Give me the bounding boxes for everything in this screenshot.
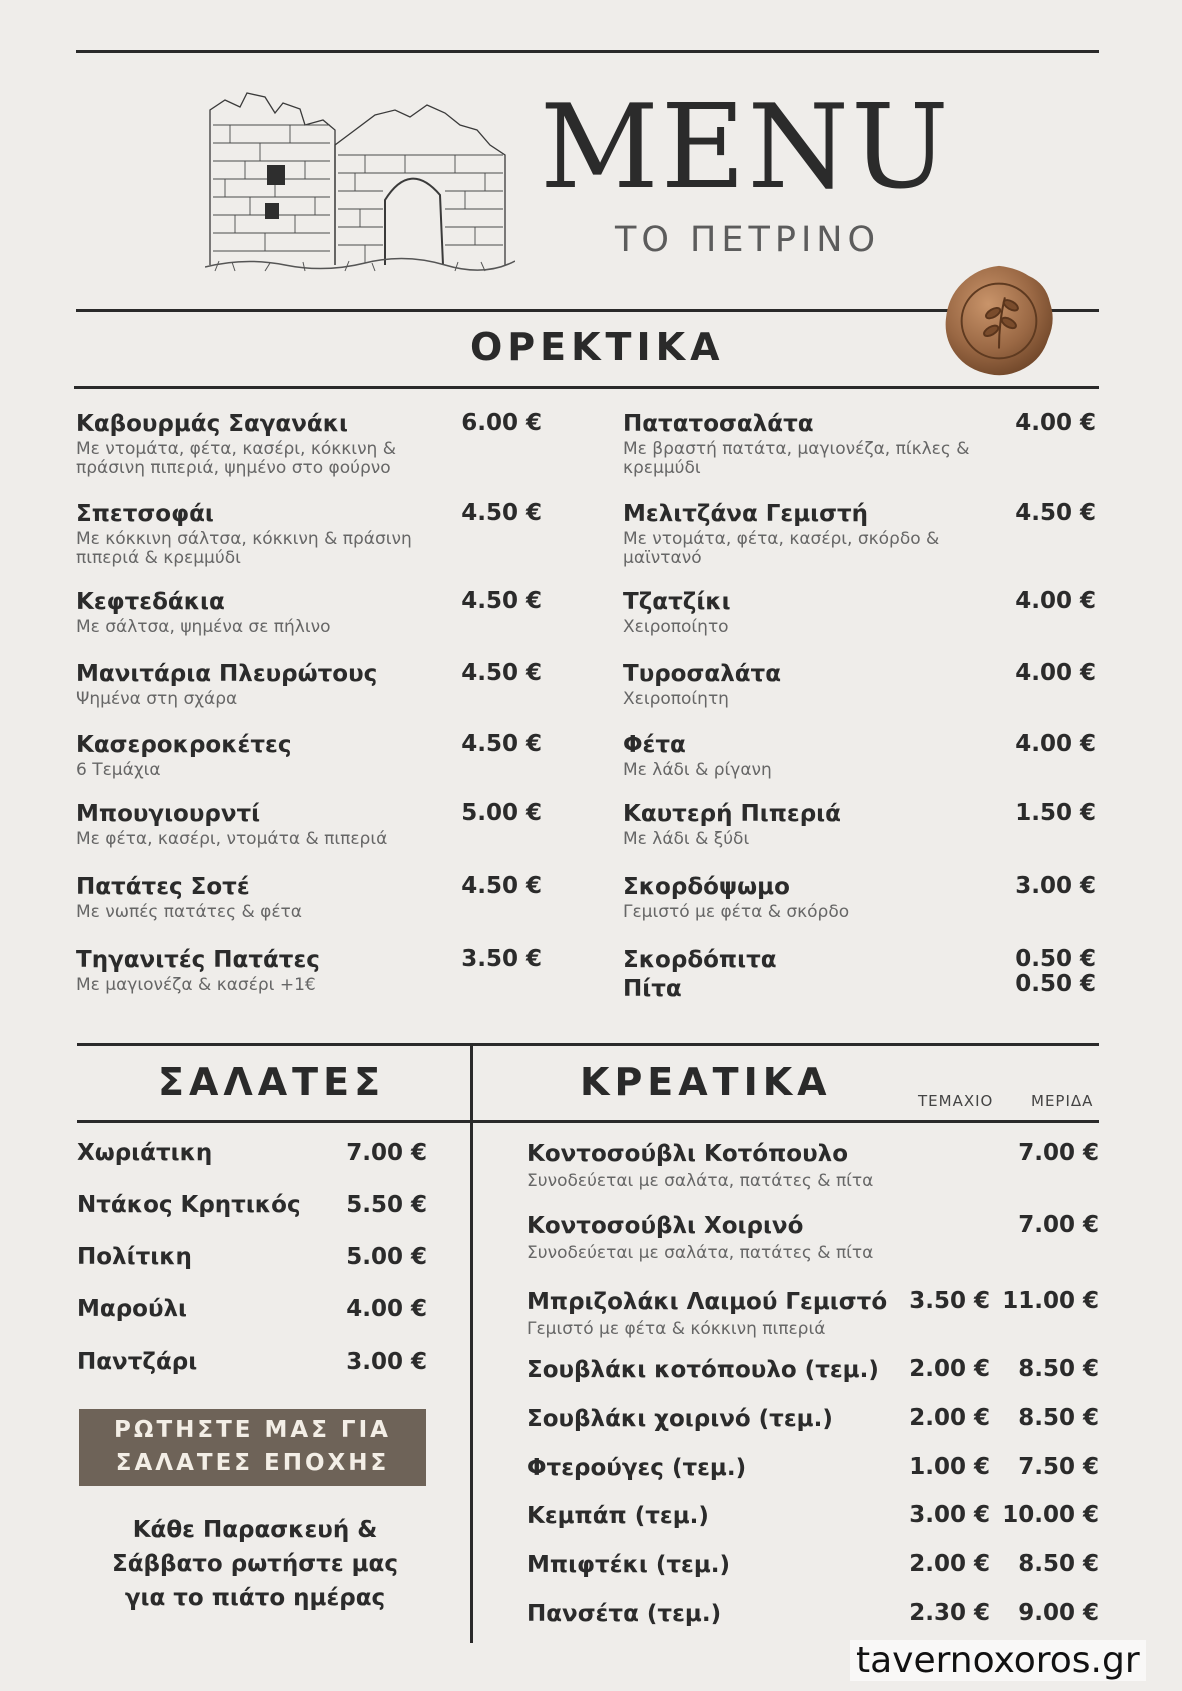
salad-price: 3.00 € <box>346 1349 427 1375</box>
dish-of-the-day-note: Κάθε Παρασκευή & Σάββατο ρωτήστε μας για το πιάτο ημέρας <box>112 1517 398 1611</box>
appetizer-item <box>76 500 436 568</box>
appetizer-item <box>623 975 983 1003</box>
meat-name: Σουβλάκι χοιρινό (τεμ.) <box>527 1406 833 1432</box>
salad-name: Ντάκος Κρητικός <box>77 1192 301 1218</box>
appetizer-item <box>76 946 436 995</box>
appetizer-description: Με βραστή πατάτα, μαγιονέζα, πίκλες & κρεμμύδι <box>623 439 970 478</box>
appetizer-description: Χειροποίητο <box>623 617 729 637</box>
meat-item <box>527 1356 1102 1384</box>
column-header-portion: ΜΕΡΙΔΑ <box>1031 1092 1094 1110</box>
salad-item <box>77 1140 427 1170</box>
meat-name: Μπιφτέκι (τεμ.) <box>527 1552 730 1578</box>
wax-seal-icon <box>940 262 1058 380</box>
meat-item <box>527 1551 1102 1579</box>
appetizer-price: 4.50 € <box>461 873 542 899</box>
seasonal-salads-line-2: ΣΑΛΑΤΕΣ ΕΠΟΧΗΣ <box>115 1450 390 1476</box>
appetizer-name: Κεφτεδάκια <box>76 589 225 615</box>
appetizer-item <box>76 731 436 780</box>
appetizer-name: Τηγανιτές Πατάτες <box>76 947 320 973</box>
meat-item <box>527 1454 1102 1482</box>
appetizer-price: 4.50 € <box>461 588 542 614</box>
meat-price-piece: 3.50 € <box>909 1288 990 1314</box>
appetizers-title: ΟΡΕΚΤΙΚΑ <box>470 325 725 369</box>
appetizer-description: Ψημένα στη σχάρα <box>76 689 238 709</box>
appetizer-price: 0.50 € <box>1015 971 1096 997</box>
meat-price-piece: 2.00 € <box>909 1551 990 1577</box>
appetizer-item <box>623 588 983 637</box>
appetizer-name: Τζατζίκι <box>623 589 731 615</box>
appetizer-item <box>76 873 436 922</box>
appetizer-item <box>76 800 436 849</box>
meat-price-portion: 7.00 € <box>1018 1212 1099 1238</box>
salad-price: 5.00 € <box>346 1244 427 1270</box>
salad-item <box>77 1296 427 1326</box>
appetizer-name: Μανιτάρια Πλευρώτους <box>76 661 378 687</box>
seasonal-salads-box <box>79 1409 426 1486</box>
stone-ruins-illustration <box>205 85 515 275</box>
appetizer-item <box>623 873 983 922</box>
appetizer-name: Πίτα <box>623 976 682 1002</box>
appetizer-price: 4.00 € <box>1015 588 1096 614</box>
appetizer-price: 3.00 € <box>1015 873 1096 899</box>
meat-description: Συνοδεύεται με σαλάτα, πατάτες & πίτα <box>527 1171 874 1191</box>
salad-name: Παντζάρι <box>77 1349 198 1375</box>
appetizer-name: Σπετσοφάι <box>76 501 214 527</box>
appetizer-item <box>623 800 983 849</box>
appetizer-name: Μπουγιουρντί <box>76 801 261 827</box>
salad-price: 7.00 € <box>346 1140 427 1166</box>
appetizer-price: 5.00 € <box>461 800 542 826</box>
meat-price-piece: 2.30 € <box>909 1600 990 1626</box>
seasonal-salads-line-1: ΡΩΤΗΣΤΕ ΜΑΣ ΓΙΑ <box>114 1417 391 1443</box>
appetizer-name: Μελιτζάνα Γεμιστή <box>623 501 869 527</box>
appetizer-price: 4.50 € <box>461 500 542 526</box>
appetizer-price: 3.50 € <box>461 946 542 972</box>
appetizer-description: Με λάδι & ξύδι <box>623 829 750 849</box>
meat-price-portion: 8.50 € <box>1018 1356 1099 1382</box>
meat-price-portion: 8.50 € <box>1018 1551 1099 1577</box>
salad-name: Μαρούλι <box>77 1296 188 1322</box>
appetizers-bottom-rule <box>74 386 1099 389</box>
salad-price: 5.50 € <box>346 1192 427 1218</box>
appetizer-description: Με φέτα, κασέρι, ντομάτα & πιπεριά <box>76 829 388 849</box>
appetizer-description: Με ντομάτα, φέτα, κασέρι, σκόρδο & μαϊντανό <box>623 529 940 568</box>
watermark: tavernoxoros.gr <box>850 1640 1146 1681</box>
appetizer-description: Με κόκκινη σάλτσα, κόκκινη & πράσινη πιπεριά & κρεμμύδι <box>76 529 412 568</box>
meat-price-piece: 1.00 € <box>909 1454 990 1480</box>
meat-price-portion: 11.00 € <box>1002 1288 1099 1314</box>
meat-price-portion: 8.50 € <box>1018 1405 1099 1431</box>
appetizer-description: 6 Τεμάχια <box>76 760 161 780</box>
top-rule <box>76 50 1099 53</box>
meat-item <box>527 1140 1102 1191</box>
meat-price-portion: 10.00 € <box>1002 1502 1099 1528</box>
appetizer-name: Πατατοσαλάτα <box>623 411 814 437</box>
appetizer-item <box>623 410 983 478</box>
meat-price-portion: 7.00 € <box>1018 1140 1099 1166</box>
meat-name: Κοντοσούβλι Κοτόπουλο <box>527 1141 848 1167</box>
meat-price-portion: 9.00 € <box>1018 1600 1099 1626</box>
appetizer-price: 4.00 € <box>1015 410 1096 436</box>
appetizer-item <box>623 660 983 709</box>
appetizer-name: Πατάτες Σοτέ <box>76 874 250 900</box>
appetizer-item <box>623 500 983 568</box>
appetizer-price: 4.00 € <box>1015 731 1096 757</box>
appetizer-description: Με ντομάτα, φέτα, κασέρι, κόκκινη & πράσινη πιπεριά, ψημένο στο φούρνο <box>76 439 396 478</box>
appetizer-item <box>76 660 436 709</box>
meat-name: Σουβλάκι κοτόπουλο (τεμ.) <box>527 1357 879 1383</box>
appetizer-price: 4.50 € <box>461 731 542 757</box>
meat-price-piece: 2.00 € <box>909 1356 990 1382</box>
salad-price: 4.00 € <box>346 1296 427 1322</box>
meat-price-portion: 7.50 € <box>1018 1454 1099 1480</box>
appetizer-description: Με λάδι & ρίγανη <box>623 760 772 780</box>
lower-header-rule <box>77 1120 1099 1123</box>
appetizer-price: 4.50 € <box>461 660 542 686</box>
appetizer-price: 4.50 € <box>1015 500 1096 526</box>
appetizer-price: 0.50 € <box>1015 946 1096 972</box>
appetizer-item <box>76 410 436 478</box>
meat-name: Κεμπάπ (τεμ.) <box>527 1503 709 1529</box>
meat-item <box>527 1405 1102 1433</box>
appetizer-description: Με μαγιονέζα & κασέρι +1€ <box>76 975 316 995</box>
column-divider <box>470 1043 473 1643</box>
meat-price-piece: 2.00 € <box>909 1405 990 1431</box>
meat-name: Πανσέτα (τεμ.) <box>527 1601 722 1627</box>
appetizer-price: 6.00 € <box>461 410 542 436</box>
salad-name: Πολίτικη <box>77 1244 192 1270</box>
appetizer-name: Καυτερή Πιπεριά <box>623 801 841 827</box>
meat-item <box>527 1212 1102 1263</box>
meat-description: Γεμιστό με φέτα & κόκκινη πιπεριά <box>527 1319 826 1339</box>
appetizer-description: Γεμιστό με φέτα & σκόρδο <box>623 902 850 922</box>
appetizer-item <box>623 731 983 780</box>
lower-top-rule <box>77 1043 1099 1046</box>
menu-title: MENU <box>540 80 951 215</box>
appetizer-price: 1.50 € <box>1015 800 1096 826</box>
appetizer-name: Κασεροκροκέτες <box>76 732 292 758</box>
meat-name: Φτερούγες (τεμ.) <box>527 1455 747 1481</box>
meat-name: Κοντοσούβλι Χοιρινό <box>527 1213 804 1239</box>
appetizer-description: Χειροποίητη <box>623 689 729 709</box>
meat-description: Συνοδεύεται με σαλάτα, πατάτες & πίτα <box>527 1243 874 1263</box>
restaurant-name: ΤΟ ΠΕΤΡΙΝΟ <box>615 220 881 260</box>
salad-item <box>77 1244 427 1274</box>
meats-title: ΚΡΕΑΤΙΚΑ <box>580 1060 832 1104</box>
appetizer-name: Σκορδόψωμο <box>623 874 790 900</box>
column-header-piece: ΤΕΜΑΧΙΟ <box>918 1092 994 1110</box>
salad-item <box>77 1349 427 1379</box>
appetizer-name: Καβουρμάς Σαγανάκι <box>76 411 349 437</box>
appetizer-name: Φέτα <box>623 732 686 758</box>
appetizer-price: 4.00 € <box>1015 660 1096 686</box>
salad-name: Χωριάτικη <box>77 1140 213 1166</box>
appetizer-name: Σκορδόπιτα <box>623 947 777 973</box>
appetizer-item <box>76 588 436 637</box>
meat-name: Μπριζολάκι Λαιμού Γεμιστό <box>527 1289 888 1315</box>
appetizer-description: Με νωπές πατάτες & φέτα <box>76 902 302 922</box>
meat-item <box>527 1600 1102 1628</box>
salad-item <box>77 1192 427 1222</box>
salads-title: ΣΑΛΑΤΕΣ <box>158 1060 386 1104</box>
meat-price-piece: 3.00 € <box>909 1502 990 1528</box>
appetizer-description: Με σάλτσα, ψημένα σε πήλινο <box>76 617 331 637</box>
appetizer-name: Τυροσαλάτα <box>623 661 782 687</box>
appetizer-item <box>623 946 983 974</box>
